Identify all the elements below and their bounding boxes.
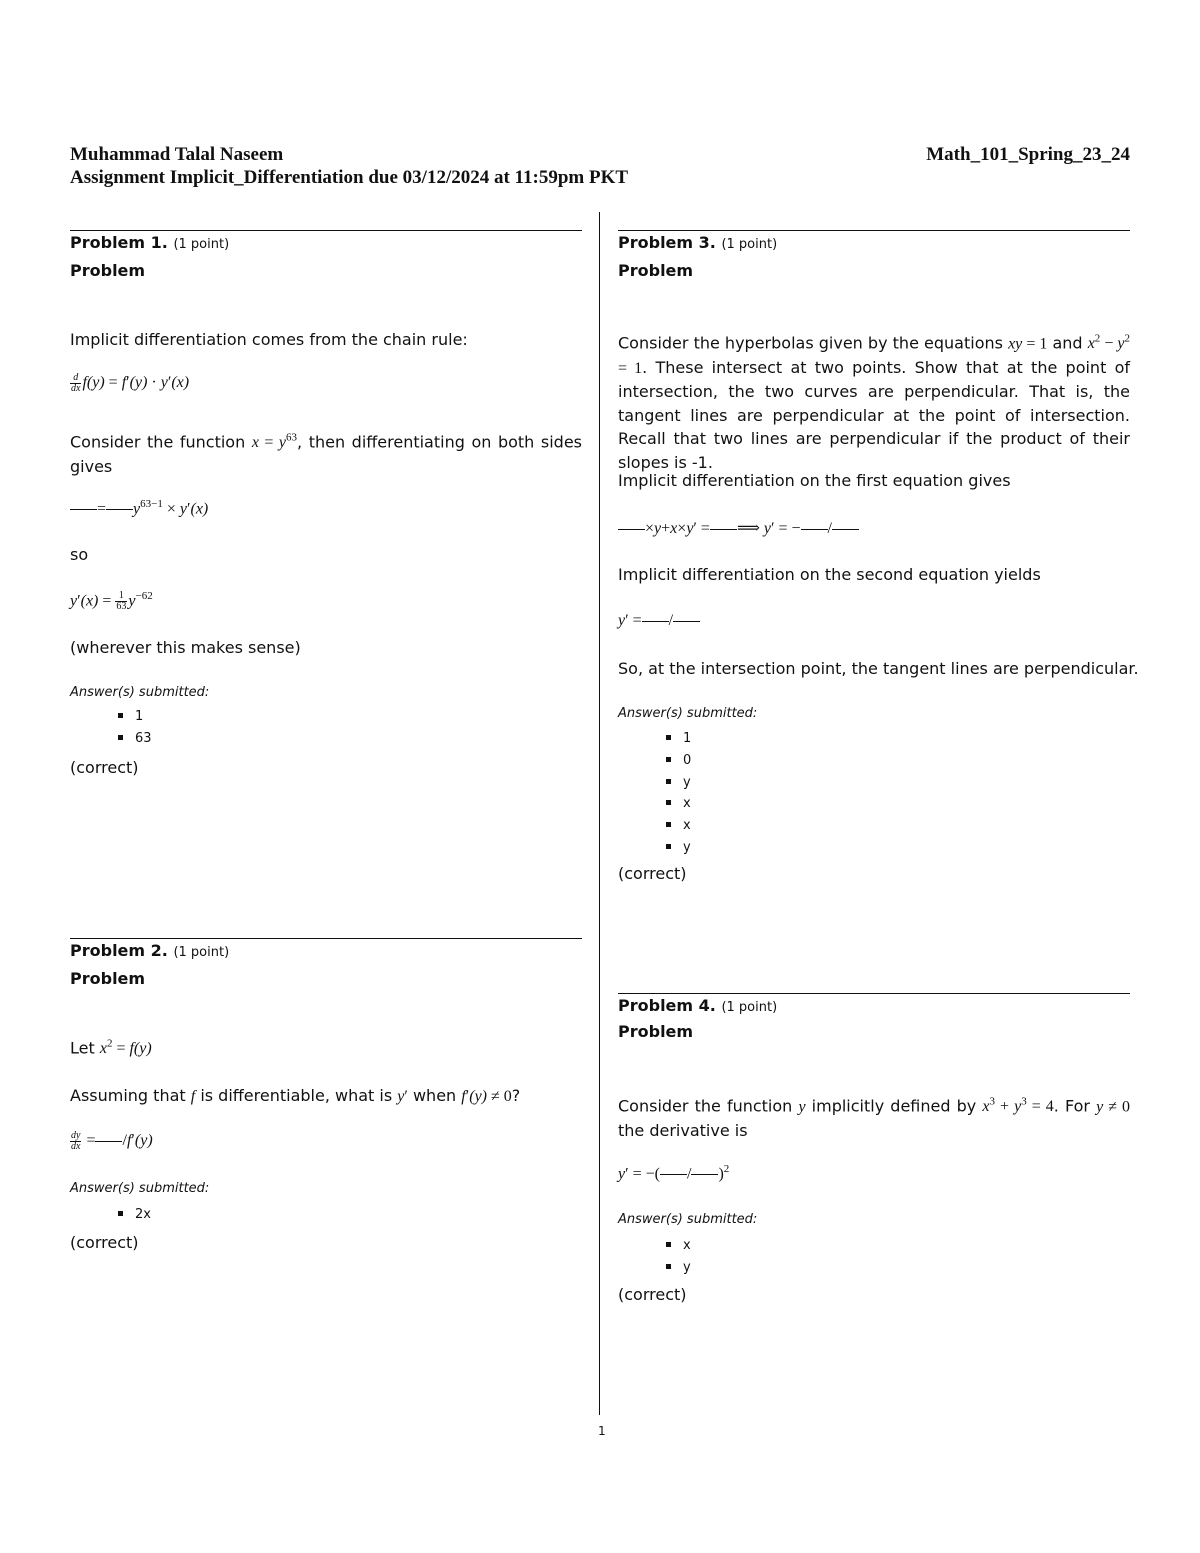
problem-3-heading: Problem (618, 261, 694, 280)
problem-1-note: (wherever this makes sense) (70, 638, 301, 657)
problem-1-equation-blanks: = $y^{63-1} \times y'(x)$ (70, 498, 208, 518)
answer-item: 2x (118, 1207, 151, 1222)
problem-2-rule (70, 938, 582, 939)
problem-1-heading: Problem (70, 261, 146, 280)
blank (106, 501, 133, 510)
problem-3-first-eq-blanks: ×y+x×y′ = ⟹ y′ = − / (618, 518, 859, 538)
blank (691, 1166, 718, 1175)
problem-1-rule (70, 230, 582, 231)
status-correct: (correct) (70, 1233, 139, 1252)
blank (618, 521, 645, 530)
student-name: Muhammad Talal Naseem (70, 144, 284, 165)
blank (95, 1133, 122, 1142)
chain-rule-formula: $\frac{d}{dx}$ f(y) = f′(y) · y′(x) (71, 372, 190, 394)
problem-4-number: Problem 4. (618, 996, 716, 1015)
blank (710, 521, 737, 530)
answer-item: x (666, 1238, 691, 1253)
problem-1-consider: Consider the function $x = y^{63}$, then differentiating on both sides gives (70, 432, 583, 476)
problem-3-second-eq-label: Implicit differentiation on the second equation yields (618, 565, 1041, 584)
problem-2-heading: Problem (70, 969, 146, 988)
problem-2-title (70, 941, 229, 960)
blank (70, 501, 97, 510)
problem-4-points: (1 point) (721, 1000, 778, 1015)
problem-4-text: Consider the function y implicitly defined by $x^3 + y^3 = 4$. For y ≠ 0 the derivative is (618, 1096, 1131, 1140)
problem-3-points: (1 point) (721, 237, 778, 252)
problem-3-number: Problem 3. (618, 233, 716, 252)
answers-label: Answer(s) submitted: (618, 1212, 758, 1227)
answer-item: x (666, 796, 691, 811)
problem-2-number: Problem 2. (70, 941, 168, 960)
problem-4-heading: Problem (618, 1022, 694, 1041)
problem-1-number: Problem 1. (70, 233, 168, 252)
problem-2-points: (1 point) (173, 945, 230, 960)
problem-4-title (618, 996, 777, 1015)
page-number: 1 (598, 1424, 606, 1438)
answers-label: Answer(s) submitted: (70, 685, 210, 700)
status-correct: (correct) (618, 1285, 687, 1304)
blank (642, 613, 669, 622)
problem-2-equation-blanks: $\frac{dy}{dx}$ = /f′(y) (71, 1130, 153, 1152)
problem-3-second-eq-blanks: y′ = / (618, 612, 700, 630)
answers-label: Answer(s) submitted: (618, 706, 758, 721)
problem-3-text: Consider the hyperbolas given by the equations xy = 1 and $x^2 - y^2 = 1$. These intersect at two points. Show that at the point of intersection, the two curves are perpendicular. That is, the tangent lines are perpendicular at the point of intersection. Recall that two lines are perpendicular if the product of their slopes is -1. (618, 333, 1130, 472)
answer-item: 0 (666, 753, 691, 768)
answer-item: y (666, 1260, 691, 1275)
status-correct: (correct) (618, 864, 687, 883)
answer-item: 1 (666, 731, 691, 746)
answer-item: 1 (118, 709, 143, 724)
problem-3-first-eq-label: Implicit differentiation on the first equation gives (618, 471, 1011, 490)
problem-1-so: so (70, 545, 89, 564)
problem-1-intro: Implicit differentiation comes from the chain rule: (70, 330, 468, 349)
answers-label: Answer(s) submitted: (70, 1181, 210, 1196)
answer-item: 63 (118, 731, 152, 746)
problem-1-title (70, 233, 229, 252)
problem-3-conclusion: So, at the intersection point, the tangent lines are perpendicular. (618, 659, 1139, 678)
problem-2-question: Assuming that f is differentiable, what is y′ when f′(y) ≠ 0? (70, 1086, 521, 1105)
problem-3-title (618, 233, 777, 252)
answer-item: y (666, 840, 691, 855)
blank (832, 521, 859, 530)
problem-1-result: y′(x) = $\frac{1}{63}$ $y^{-62}$ (70, 590, 153, 613)
answer-item: x (666, 818, 691, 833)
blank (673, 613, 700, 622)
answer-item: y (666, 775, 691, 790)
problem-4-rule (618, 993, 1130, 994)
column-divider (599, 212, 600, 1415)
problem-2-let: Let $x^2 = f(y)$ (70, 1038, 152, 1058)
course-name: Math_101_Spring_23_24 (926, 144, 1130, 165)
problem-3-rule (618, 230, 1130, 231)
blank (660, 1166, 687, 1175)
problem-4-equation-blanks: y′ = −( / )$^2$ (618, 1163, 730, 1183)
blank (801, 521, 828, 530)
problem-1-points: (1 point) (173, 237, 230, 252)
assignment-title: Assignment Implicit_Differentiation due 03/12/2024 at 11:59pm PKT (70, 167, 629, 188)
status-correct: (correct) (70, 758, 139, 777)
